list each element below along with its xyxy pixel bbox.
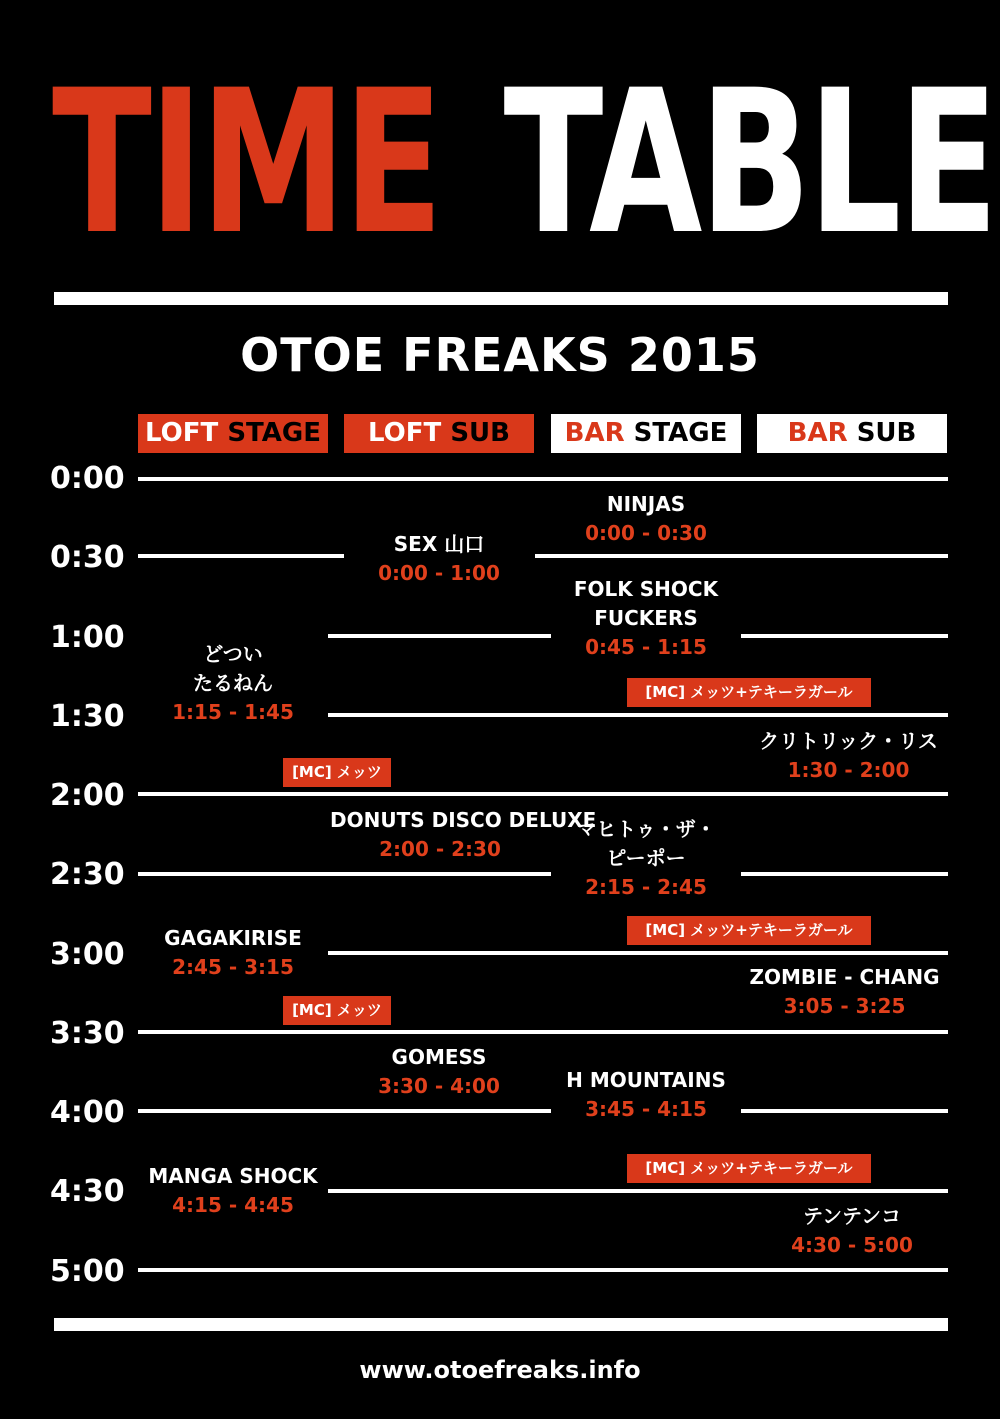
- act-time: 3:05 - 3:25: [783, 994, 906, 1018]
- act-time: 3:30 - 4:00: [378, 1074, 500, 1098]
- act-time: 2:15 - 2:45: [585, 875, 707, 899]
- time-label: 5:00: [50, 1254, 125, 1289]
- title-table: TABLE: [503, 47, 996, 278]
- page-title: [52, 47, 996, 278]
- time-label: 3:00: [50, 937, 125, 972]
- act-block: [138, 1162, 328, 1220]
- act-block: [551, 490, 741, 548]
- time-label: 2:30: [50, 857, 125, 892]
- event-name: OTOE FREAKS 2015: [240, 328, 760, 382]
- grid-line-0430: [328, 1189, 948, 1193]
- column-word2: STAGE: [633, 418, 728, 448]
- mc-badge: [MC] メッツ: [283, 758, 391, 787]
- grid-line-0500: [138, 1268, 948, 1272]
- act-block: [344, 530, 534, 588]
- act-time: 0:00 - 0:30: [585, 521, 707, 545]
- mc-badge: [MC] メッツ+テキーラガール: [627, 1154, 871, 1183]
- column-header-bar-sub: [757, 414, 947, 453]
- act-name: GAGAKIRISE: [164, 926, 302, 950]
- grid-line-0100: [741, 634, 948, 638]
- mc-badge: [MC] メッツ+テキーラガール: [627, 916, 871, 945]
- bottom-divider: [54, 1318, 948, 1331]
- time-label: 2:00: [50, 778, 125, 813]
- time-label: 1:00: [50, 620, 125, 655]
- column-word1: BAR: [564, 418, 625, 448]
- grid-line-0200: [138, 792, 948, 796]
- act-block: [551, 575, 741, 662]
- column-word2: SUB: [856, 418, 917, 448]
- grid-line-0400: [741, 1109, 948, 1113]
- column-word1: LOFT: [145, 418, 219, 448]
- column-header-loft-stage: [138, 414, 328, 453]
- act-block: [551, 1066, 741, 1124]
- act-name: SEX 山口: [393, 532, 485, 556]
- act-block: [330, 806, 597, 864]
- act-time: 0:00 - 1:00: [378, 561, 500, 585]
- act-block: [741, 727, 956, 785]
- act-time: 1:15 - 1:45: [172, 700, 294, 724]
- act-name: FUCKERS: [594, 606, 698, 630]
- time-label: 0:00: [50, 461, 125, 496]
- title-time: TIME: [52, 47, 441, 278]
- act-block: [551, 815, 741, 902]
- act-block: [138, 924, 328, 982]
- mc-badge: [MC] メッツ: [283, 996, 391, 1025]
- time-label: 4:30: [50, 1174, 125, 1209]
- grid-line-0330: [138, 1030, 948, 1034]
- act-name: GOMESS: [391, 1045, 487, 1069]
- time-label: 0:30: [50, 540, 125, 575]
- column-word1: BAR: [787, 418, 848, 448]
- time-label: 3:30: [50, 1016, 125, 1051]
- act-name: マヒトゥ・ザ・: [576, 817, 716, 841]
- column-header-loft-sub: [344, 414, 534, 453]
- grid-line-0000: [138, 477, 948, 481]
- act-name: どつい: [203, 642, 263, 666]
- grid-line-0030: [138, 554, 344, 558]
- act-name: DONUTS DISCO DELUXE: [330, 808, 597, 832]
- act-time: 2:00 - 2:30: [379, 837, 501, 861]
- website-link[interactable]: www.otoefreaks.info: [359, 1356, 641, 1384]
- act-time: 4:15 - 4:45: [172, 1193, 294, 1217]
- act-time: 3:45 - 4:15: [585, 1097, 707, 1121]
- act-block: [741, 963, 948, 1021]
- act-name: クリトリック・リス: [759, 729, 938, 753]
- act-name: テンテンコ: [803, 1204, 901, 1228]
- act-block: [344, 1043, 534, 1101]
- act-name: ピーポー: [606, 846, 686, 870]
- column-word2: STAGE: [227, 418, 321, 448]
- act-name: ZOMBIE - CHANG: [749, 965, 940, 989]
- grid-line-0130: [328, 713, 948, 717]
- act-name: MANGA SHOCK: [148, 1164, 318, 1188]
- act-time: 2:45 - 3:15: [172, 955, 294, 979]
- column-word1: LOFT: [368, 418, 442, 448]
- grid-line-0400: [138, 1109, 551, 1113]
- act-time: 4:30 - 5:00: [791, 1233, 913, 1257]
- act-name: FOLK SHOCK: [573, 577, 719, 601]
- act-time: 0:45 - 1:15: [585, 635, 707, 659]
- mc-badge: [MC] メッツ+テキーラガール: [627, 678, 871, 707]
- column-word2: SUB: [450, 418, 510, 448]
- act-name: H MOUNTAINS: [566, 1068, 726, 1092]
- grid-line-0300: [328, 951, 948, 955]
- time-label: 1:30: [50, 699, 125, 734]
- column-header-bar-stage: [551, 414, 741, 453]
- grid-line-0230: [741, 872, 948, 876]
- grid-line-0030: [535, 554, 948, 558]
- act-name: NINJAS: [606, 492, 686, 516]
- top-divider: [54, 292, 948, 305]
- time-label: 4:00: [50, 1095, 125, 1130]
- act-time: 1:30 - 2:00: [787, 758, 910, 782]
- act-name: たるねん: [193, 671, 273, 695]
- act-block: [757, 1202, 947, 1260]
- grid-line-0100: [328, 634, 551, 638]
- grid-line-0230: [138, 872, 551, 876]
- act-block: [138, 640, 328, 727]
